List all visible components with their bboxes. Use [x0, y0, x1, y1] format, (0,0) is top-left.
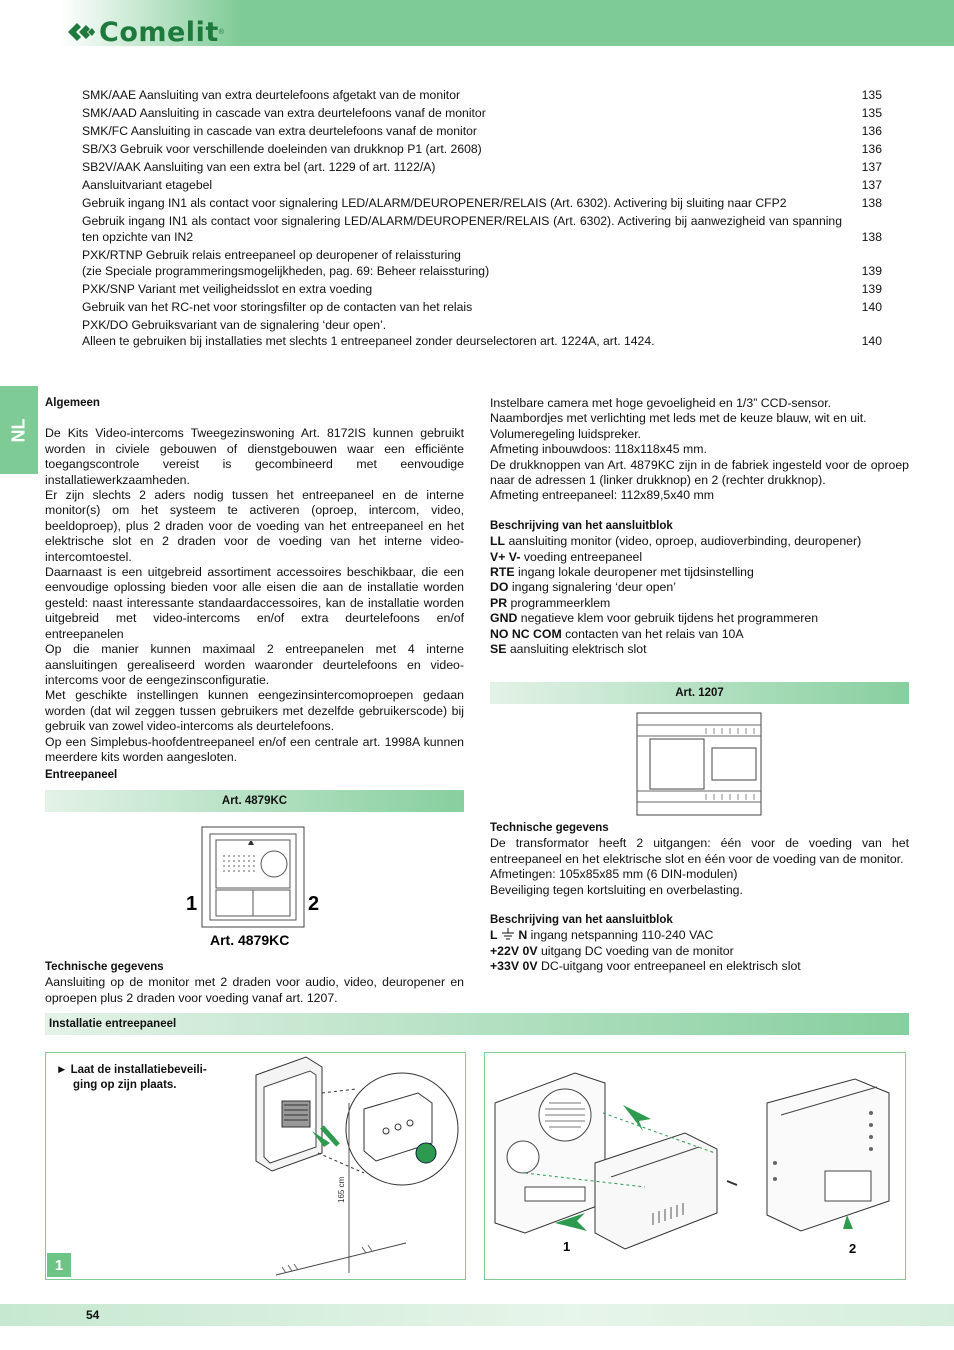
left-paragraph: Met geschikte instellingen kunnen eengezinsintercomoproepen gedaan worden (dat wil zeggen tussen gebruikers met dezelfde gebruikerscode) bij gebruik van zowel video-intercoms als deurtelefoons.: [45, 688, 464, 734]
footer-bar: [0, 1304, 954, 1326]
install-figure-right: [484, 1052, 906, 1280]
toc-item: [82, 140, 882, 158]
page-number: 54: [86, 1308, 100, 1322]
spec-line: Naambordjes met verlichting met leds met de keuze blauw, wit en uit.: [490, 411, 867, 426]
toc-item-page: 139: [861, 282, 882, 296]
terminal-item: [490, 627, 909, 642]
toc-item: [82, 86, 882, 104]
tech-line: De transformator heeft 2 uitgangen: één voor de voeding van het entreepaneel en het elektrische slot en één voor de voeding van de monitor.: [490, 836, 909, 866]
toc-item: [82, 316, 882, 350]
left-paragraph: Daarnaast is een uitgebreid assortiment accessoires beschikbaar, die een eenvoudige oplossing bieden voor alle eisen die aan de installatie worden gesteld: naast interessante standaardaccessoires, kan de installatie worden uitgebreid met video-intercoms en/of extra deurtelefoons en/of entreepanelen: [45, 565, 464, 641]
heading-terminal-block: Beschrijving van het aansluitblok: [490, 519, 673, 532]
terminal-item: [490, 642, 909, 657]
toc-list: [82, 86, 882, 350]
terminal-list: [490, 534, 909, 657]
terminal-desc: ingang signalering ‘deur open’: [508, 580, 676, 595]
tech-text: Aansluiting op de monitor met 2 draden voor audio, video, deuropener en oproepen plus 2 draden voor voeding vanaf art. 1207.: [45, 975, 464, 1005]
ground-icon: [501, 928, 515, 940]
toc-item-title: SMK/AAD Aansluiting in cascade van extra deurtelefoons vanaf de monitor: [82, 106, 486, 120]
panel-4879kc-figure: [180, 824, 330, 954]
terminal-term: LL: [490, 534, 506, 549]
height-label: 165 cm: [337, 1176, 346, 1203]
terminal-term: PR: [490, 595, 508, 610]
left-paragraph: De Kits Video-intercoms Tweegezinswoning Art. 8172IS kunnen gebruikt worden in civiele gebouwen of dienstgebouwen waar een efficiënte toegangscontrole vereist is gecombineerd met eenvoudige installatiewerkzaamheden.: [45, 426, 464, 487]
terminal-desc: voeding entreepaneel: [520, 549, 643, 564]
toc-item-page: 138: [861, 230, 882, 244]
heading-entrance-panel: Entreepaneel: [45, 769, 118, 782]
toc-item: [82, 158, 882, 176]
terminal-item: [490, 534, 909, 549]
heading-tech-1207: Technische gegevens: [490, 822, 609, 834]
toc-item-page: 135: [861, 106, 882, 120]
terminal-item: [490, 580, 909, 595]
right-column: [490, 396, 909, 658]
terminal-term: DO: [490, 580, 509, 595]
spec-line: Afmeting inbouwdoos: 118x118x45 mm.: [490, 442, 707, 457]
terminal-term: RTE: [490, 565, 515, 580]
term-desc: DC-uitgang voor entreepaneel en elektrisch slot: [537, 959, 801, 974]
terminal-desc: ingang lokale deuropener met tijdsinstelling: [514, 565, 754, 580]
terminal-term: GND: [490, 611, 518, 626]
terminal-item-ln: [490, 928, 909, 943]
terminal-desc: aansluiting monitor (video, oproep, audioverbinding, deuropener): [505, 534, 862, 549]
figure-caption: Art. 4879KC: [210, 932, 290, 948]
language-tab: [0, 386, 38, 474]
toc-item: [82, 246, 882, 280]
terminal-item: [490, 611, 909, 626]
terminal-term: SE: [490, 642, 507, 657]
left-paragraph: Op die manier kunnen maximaal 2 entreepanelen met 4 interne aansluitingen gerealiseerd worden waaronder deurtelefoons en video-intercoms voor de eengezinsconfiguratie.: [45, 642, 464, 687]
spec-line: De drukknoppen van Art. 4879KC zijn in de fabriek ingesteld voor de oproep naar de adressen 1 (linker drukknop) en 2 (rechter drukknop).: [490, 457, 909, 488]
label-1: 1: [186, 893, 198, 915]
spec-line: Instelbare camera met hoge gevoeligheid en 1/3” CCD-sensor.: [490, 396, 832, 410]
term: +33V 0V: [490, 959, 538, 974]
toc-item-title: Aansluitvariant etagebel: [82, 178, 213, 192]
toc-item-title: PXK/SNP Variant met veiligheidsslot en extra voeding: [82, 282, 373, 296]
registered-mark: ®: [218, 28, 224, 36]
brand-name: Comelit: [99, 16, 219, 48]
terminal-term: V+ V-: [490, 549, 521, 564]
terminal-desc: contacten van het relais van 10A: [561, 626, 744, 641]
toc-item-page: 140: [861, 334, 882, 348]
install-figure-left: [45, 1052, 466, 1280]
toc-item-title: PXK/RTNP Gebruik relais entreepaneel op deuropener of relaissturing (zie Speciale programmeringsmogelijkheden, pag. 69: Beheer relaissturing): [82, 248, 490, 278]
toc-item-page: 137: [861, 160, 882, 174]
toc-item: [82, 298, 882, 316]
left-tech-block: [45, 960, 464, 1006]
term-n: N: [518, 928, 528, 943]
band-art-1207: Art. 1207: [490, 682, 909, 704]
step-number-badge: 1: [47, 1253, 71, 1277]
terminal-item: [490, 550, 909, 565]
toc-item: [82, 122, 882, 140]
comelit-logo: [66, 18, 224, 46]
label-2: 2: [308, 893, 320, 915]
toc-item-page: 136: [861, 142, 882, 156]
tech-line: Afmetingen: 105x85x85 mm (6 DIN-modulen): [490, 867, 738, 882]
heading-general: Algemeen: [45, 397, 100, 409]
toc-item-page: 135: [861, 88, 882, 102]
tech-line: Beveiliging tegen kortsluiting en overbelasting.: [490, 882, 743, 897]
panel-mounting-illustration: [485, 1053, 905, 1279]
toc-item-title: Gebruik ingang IN1 als contact voor signalering LED/ALARM/DEUROPENER/RELAIS (Art. 6302). Activering bij sluiting naar CFP2: [82, 196, 787, 210]
language-tab-label: NL: [8, 418, 29, 442]
install-note-line1: ► Laat de installatiebeveili-: [56, 1064, 207, 1076]
band-installation: Installatie entreepaneel: [45, 1013, 909, 1035]
term-l: L: [490, 928, 498, 943]
terminal-item: [490, 944, 909, 959]
toc-item: [82, 104, 882, 122]
wall-box-illustration: [226, 1053, 464, 1279]
toc-item: [82, 194, 882, 212]
term-desc: ingang netspanning 110-240 VAC: [527, 928, 714, 943]
toc-item-title: SMK/FC Aansluiting in cascade van extra deurtelefoons vanaf de monitor: [82, 124, 477, 138]
transformer-1207-figure: [636, 712, 762, 816]
toc-item-title: SB2V/AAK Aansluiting van een extra bel (art. 1229 of art. 1122/A): [82, 160, 436, 174]
terminal-item: [490, 565, 909, 580]
toc-item-title: SB/X3 Gebruik voor verschillende doeleinden van drukknop P1 (art. 2608): [82, 142, 482, 156]
toc-item: [82, 280, 882, 298]
terminal-desc: negatieve klem voor gebruik tijdens het programmeren: [517, 611, 819, 626]
heading-tech: Technische gegevens: [45, 961, 164, 973]
terminal-term: NO NC COM: [490, 626, 562, 641]
install-note: [56, 1063, 207, 1093]
term: +22V 0V: [490, 943, 538, 958]
spec-line: Volumeregeling luidspreker.: [490, 426, 642, 441]
term-desc: uitgang DC voeding van de monitor: [537, 943, 734, 958]
terminal-desc: aansluiting elektrisch slot: [506, 642, 647, 657]
toc-item: [82, 176, 882, 194]
toc-item-page: 137: [861, 178, 882, 192]
toc-item-title: PXK/DO Gebruiksvariant van de signalering ‘deur open’. Alleen te gebruiken bij installaties met slechts 1 entreepaneel zonder deurselectoren art. 1224A, art. 1424.: [82, 318, 655, 348]
comelit-logo-icon: [66, 21, 96, 43]
left-paragraph: Op een Simplebus-hoofdentreepaneel en/of een centrale art. 1998A kunnen meerdere kits worden aangesloten.: [45, 734, 464, 764]
step-label-1: 1: [563, 1239, 571, 1254]
toc-item-title: Gebruik ingang IN1 als contact voor signalering LED/ALARM/DEUROPENER/RELAIS (Art. 6302). Activering bij aanwezigheid van spanning ten opzichte van IN2: [82, 214, 842, 244]
toc-item-page: 139: [861, 264, 882, 278]
toc-item-title: Gebruik van het RC-net voor storingsfilter op de contacten van het relais: [82, 300, 473, 314]
toc-item: [82, 212, 882, 246]
step-label-2: 2: [849, 1241, 857, 1256]
left-column: [45, 396, 464, 784]
terminal-item: [490, 596, 909, 611]
toc-item-page: 136: [861, 124, 882, 138]
install-note-line2: ging op zijn plaats.: [73, 1079, 177, 1091]
spec-line: Afmeting entreepaneel: 112x89,5x40 mm: [490, 488, 714, 503]
left-paragraph: Er zijn slechts 2 aders nodig tussen het entreepaneel en de interne monitor(s) om het systeem te activeren (oproep, intercom, video, beeldoproep), plus 2 draden voor de voeding van het entreepaneel en het elektrische slot en 2 draden voor de voeding van het interne video-intercomtoestel.: [45, 488, 464, 564]
terminal-desc: programmeerklem: [507, 595, 611, 610]
terminal-item: [490, 959, 909, 974]
toc-item-page: 138: [861, 196, 882, 210]
right-tech-block: [490, 821, 909, 975]
band-art-4879kc: Art. 4879KC: [45, 790, 464, 812]
toc-item-title: SMK/AAE Aansluiting van extra deurtelefoons afgetakt van de monitor: [82, 88, 461, 102]
toc-item-page: 140: [861, 300, 882, 314]
heading-terminal-block-2: Beschrijving van het aansluitblok: [490, 914, 673, 927]
